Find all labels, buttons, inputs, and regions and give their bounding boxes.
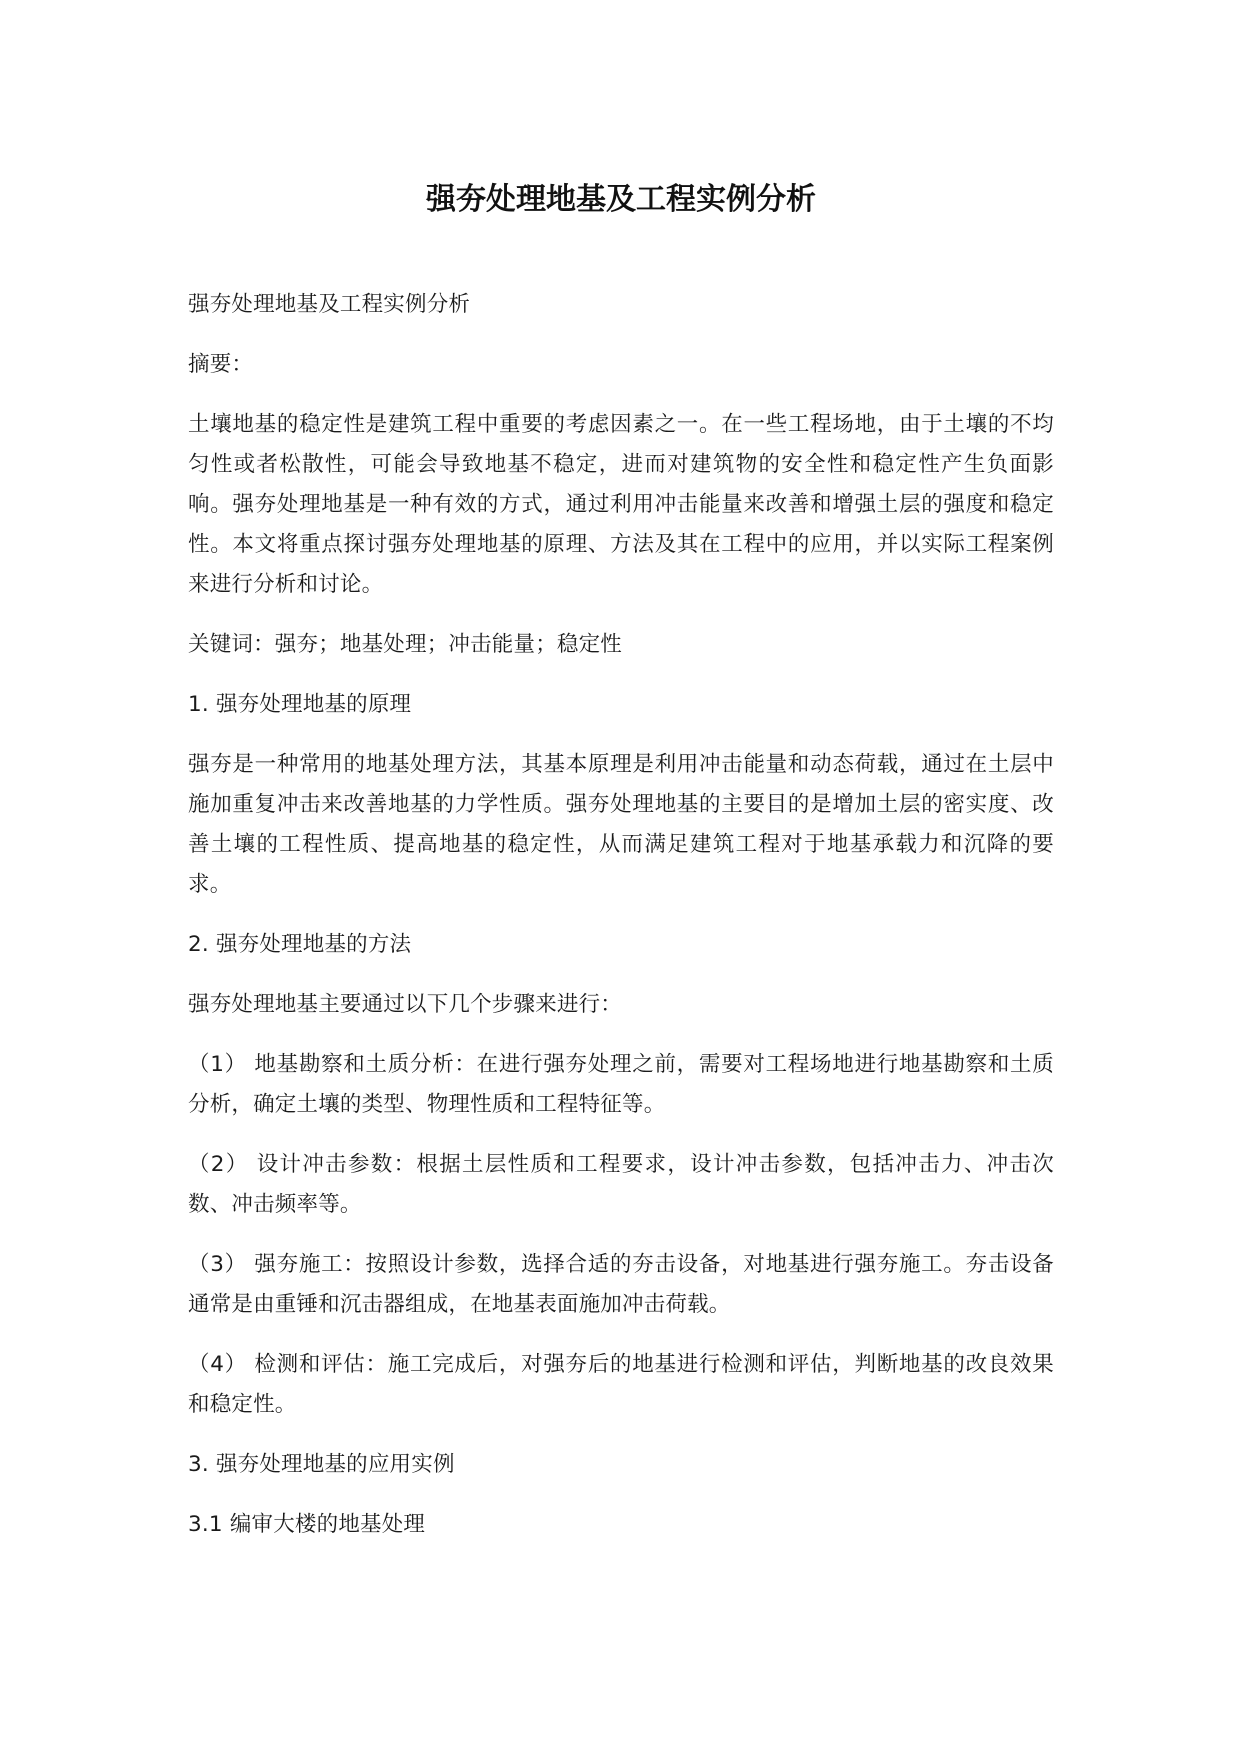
abstract-paragraph: 土壤地基的稳定性是建筑工程中重要的考虑因素之一。在一些工程场地，由于土壤的不均匀性或者松散性，可能会导致地基不稳定，进而对建筑物的安全性和稳定性产生负面影响。强夯处理地基是一种有效的方式，通过利用冲击能量来改善和增强土层的强度和稳定性。本文将重点探讨强夯处理地基的原理、方法及其在工程中的应用，并以实际工程案例来进行分析和讨论。 (188, 412, 1054, 597)
section-1-paragraph: 强夯是一种常用的地基处理方法，其基本原理是利用冲击能量和动态荷载，通过在土层中施加重复冲击来改善地基的力学性质。强夯处理地基的主要目的是增加土层的密实度、改善土壤的工程性质、提高地基的稳定性，从而满足建筑工程对于地基承载力和沉降的要求。 (188, 752, 1054, 897)
abstract-heading: 摘要： (188, 352, 254, 377)
document-title: 强夯处理地基及工程实例分析 (426, 182, 816, 217)
step-4-paragraph: （4） 检测和评估：施工完成后，对强夯后的地基进行检测和评估，判断地基的改良效果和稳定性。 (188, 1352, 1054, 1417)
section-2-heading: 2. 强夯处理地基的方法 (188, 932, 412, 957)
section-2-intro: 强夯处理地基主要通过以下几个步骤来进行： (188, 992, 623, 1017)
section-3-heading: 3. 强夯处理地基的应用实例 (188, 1452, 455, 1477)
subtitle-paragraph: 强夯处理地基及工程实例分析 (188, 292, 471, 317)
keywords-paragraph: 关键词：强夯；地基处理；冲击能量；稳定性 (188, 632, 623, 657)
section-1-heading: 1. 强夯处理地基的原理 (188, 692, 412, 717)
step-3-paragraph: （3） 强夯施工：按照设计参数，选择合适的夯击设备，对地基进行强夯施工。夯击设备通常是由重锤和沉击器组成，在地基表面施加冲击荷载。 (188, 1252, 1054, 1317)
section-3-1-heading: 3.1 编审大楼的地基处理 (188, 1512, 426, 1537)
document-body (188, 285, 1054, 1565)
step-1-paragraph: （1） 地基勘察和土质分析：在进行强夯处理之前，需要对工程场地进行地基勘察和土质分析，确定土壤的类型、物理性质和工程特征等。 (188, 1052, 1054, 1117)
step-2-paragraph: （2） 设计冲击参数：根据土层性质和工程要求，设计冲击参数，包括冲击力、冲击次数、冲击频率等。 (188, 1152, 1054, 1217)
